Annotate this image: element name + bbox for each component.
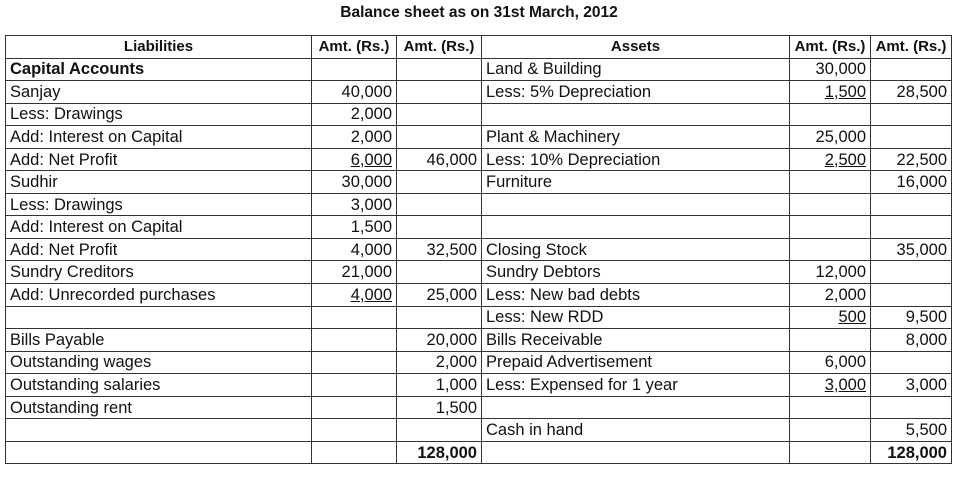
header-amt-2: Amt. (Rs.) <box>397 36 482 59</box>
liability-amount-inner <box>312 419 397 442</box>
asset-amount-outer <box>871 103 952 126</box>
liability-amount-outer-text: 46,000 <box>426 150 477 169</box>
asset-label <box>482 126 790 149</box>
asset-amount-outer <box>871 374 952 397</box>
table-row <box>6 148 952 171</box>
liability-amount-outer <box>397 396 482 419</box>
asset-amount-inner <box>790 396 871 419</box>
asset-amount-outer <box>871 81 952 104</box>
asset-amount-inner <box>790 81 871 104</box>
liability-amount-inner <box>312 126 397 149</box>
asset-amount-outer-text: 16,000 <box>896 173 947 192</box>
table-row <box>6 81 952 104</box>
asset-label <box>482 193 790 216</box>
asset-label <box>482 351 790 374</box>
asset-amount-outer-text: 9,500 <box>905 308 947 327</box>
asset-amount-inner <box>790 238 871 261</box>
asset-label <box>482 329 790 352</box>
asset-amount-outer <box>871 284 952 307</box>
asset-amount-inner-text: 12,000 <box>815 263 866 282</box>
table-row <box>6 396 952 419</box>
liability-amount-inner-text: 3,000 <box>350 195 392 214</box>
liability-amount-inner <box>312 261 397 284</box>
asset-amount-inner <box>790 216 871 239</box>
asset-amount-outer <box>871 216 952 239</box>
asset-amount-inner <box>790 58 871 81</box>
table-row <box>6 216 952 239</box>
liability-label <box>6 103 312 126</box>
liability-label-text: Capital Accounts <box>10 60 145 79</box>
asset-label <box>482 374 790 397</box>
liability-amount-inner-text: 6,000 <box>350 150 392 169</box>
liability-label-text: Sudhir <box>10 173 58 192</box>
asset-label <box>482 81 790 104</box>
header-row <box>6 36 952 59</box>
liability-label <box>6 58 312 81</box>
liability-amount-outer <box>397 329 482 352</box>
asset-amount-inner <box>790 351 871 374</box>
table-row <box>6 374 952 397</box>
liability-amount-outer-text: 2,000 <box>435 353 477 372</box>
asset-label-text: Closing Stock <box>486 240 587 259</box>
liability-amount-outer <box>397 193 482 216</box>
liability-amount-inner <box>312 396 397 419</box>
asset-label <box>482 171 790 194</box>
liability-amount-inner <box>312 238 397 261</box>
liability-label <box>6 306 312 329</box>
asset-label <box>482 284 790 307</box>
liability-amount-outer <box>397 284 482 307</box>
liability-amount-outer <box>397 306 482 329</box>
liability-label <box>6 396 312 419</box>
asset-amount-inner <box>790 306 871 329</box>
liability-amount-outer-text: 1,500 <box>435 398 477 417</box>
liability-amount-inner <box>312 351 397 374</box>
liability-label <box>6 329 312 352</box>
asset-amount-inner-text: 25,000 <box>815 127 866 146</box>
liability-amount-outer <box>397 148 482 171</box>
liability-label <box>6 193 312 216</box>
asset-label-text: Cash in hand <box>486 421 584 440</box>
liability-amount-inner-text: 40,000 <box>341 82 392 101</box>
asset-label <box>482 238 790 261</box>
liability-amount-inner <box>312 148 397 171</box>
asset-amount-outer-text: 8,000 <box>905 330 947 349</box>
liability-label <box>6 238 312 261</box>
table-row <box>6 284 952 307</box>
liability-amount-inner <box>312 81 397 104</box>
asset-label <box>482 148 790 171</box>
liability-label-text: Add: Unrecorded purchases <box>10 285 216 304</box>
table-row <box>6 419 952 442</box>
asset-amount-outer-text: 35,000 <box>896 240 947 259</box>
asset-amount-inner <box>790 126 871 149</box>
liability-amount-inner <box>312 58 397 81</box>
asset-label <box>482 419 790 442</box>
header-liabilities: Liabilities <box>6 36 312 59</box>
table-row <box>6 306 952 329</box>
asset-amount-inner <box>790 374 871 397</box>
liability-amount-outer <box>397 58 482 81</box>
liability-amount-outer-text: 25,000 <box>426 285 477 304</box>
asset-label <box>482 261 790 284</box>
asset-amount-inner-text: 1,500 <box>824 82 866 101</box>
liability-amount-outer <box>397 238 482 261</box>
total-blank <box>312 441 397 464</box>
liability-label-text: Sanjay <box>10 82 61 101</box>
totals-row <box>6 441 952 464</box>
asset-amount-inner <box>790 419 871 442</box>
asset-amount-inner-text: 3,000 <box>824 375 866 394</box>
asset-amount-inner <box>790 329 871 352</box>
asset-amount-inner-text: 500 <box>838 308 866 327</box>
asset-amount-outer <box>871 396 952 419</box>
liability-amount-inner-text: 2,000 <box>350 127 392 146</box>
total-blank <box>482 441 790 464</box>
page-title: Balance sheet as on 31st March, 2012 <box>340 4 618 21</box>
liability-label-text: Add: Net Profit <box>10 150 118 169</box>
liability-label-text: Outstanding wages <box>10 353 152 372</box>
total-blank <box>790 441 871 464</box>
header-assets: Assets <box>482 36 790 59</box>
liability-amount-inner-text: 1,500 <box>350 218 392 237</box>
liability-amount-inner <box>312 284 397 307</box>
liability-amount-outer <box>397 261 482 284</box>
liability-amount-outer <box>397 81 482 104</box>
asset-label-text: Furniture <box>486 173 553 192</box>
liability-amount-inner <box>312 193 397 216</box>
asset-amount-inner-text: 30,000 <box>815 60 866 79</box>
asset-label-text: Sundry Debtors <box>486 263 601 282</box>
asset-amount-outer <box>871 58 952 81</box>
asset-amount-inner <box>790 284 871 307</box>
asset-label <box>482 103 790 126</box>
liability-label <box>6 216 312 239</box>
table-row <box>6 351 952 374</box>
table-row <box>6 58 952 81</box>
asset-amount-outer <box>871 351 952 374</box>
table-row <box>6 261 952 284</box>
header-amt-4: Amt. (Rs.) <box>871 36 952 59</box>
liability-amount-inner <box>312 306 397 329</box>
liability-amount-inner <box>312 329 397 352</box>
liability-amount-outer-text: 1,000 <box>435 375 477 394</box>
liability-amount-inner <box>312 216 397 239</box>
liability-amount-inner-text: 30,000 <box>341 173 392 192</box>
asset-amount-outer <box>871 171 952 194</box>
liability-label-text: Outstanding salaries <box>10 375 161 394</box>
table-row <box>6 238 952 261</box>
asset-label-text: Less: New bad debts <box>486 285 641 304</box>
asset-amount-outer <box>871 193 952 216</box>
liability-label-text: Bills Payable <box>10 330 105 349</box>
liability-label <box>6 81 312 104</box>
asset-amount-outer <box>871 261 952 284</box>
total-blank <box>6 441 312 464</box>
liability-label-text: Add: Interest on Capital <box>10 218 183 237</box>
asset-amount-inner <box>790 261 871 284</box>
liability-amount-outer-text: 32,500 <box>426 240 477 259</box>
asset-amount-inner <box>790 103 871 126</box>
liability-label-text: Less: Drawings <box>10 195 123 214</box>
liability-amount-outer-text: 20,000 <box>426 330 477 349</box>
table-row <box>6 193 952 216</box>
asset-amount-outer <box>871 126 952 149</box>
liability-amount-outer <box>397 374 482 397</box>
liability-label <box>6 374 312 397</box>
liability-label-text: Add: Net Profit <box>10 240 118 259</box>
asset-amount-inner <box>790 171 871 194</box>
asset-amount-outer <box>871 238 952 261</box>
liability-amount-outer <box>397 351 482 374</box>
asset-amount-outer-text: 28,500 <box>896 82 947 101</box>
asset-amount-outer-text: 3,000 <box>905 375 947 394</box>
liability-label-text: Less: Drawings <box>10 105 123 124</box>
liability-amount-inner-text: 4,000 <box>350 285 392 304</box>
total-assets: 128,000 <box>871 441 952 464</box>
asset-label <box>482 58 790 81</box>
table-row <box>6 126 952 149</box>
liability-label-text: Outstanding rent <box>10 398 132 417</box>
liability-amount-inner-text: 4,000 <box>350 240 392 259</box>
liability-label <box>6 126 312 149</box>
liability-amount-outer <box>397 126 482 149</box>
asset-label <box>482 396 790 419</box>
liability-amount-outer <box>397 419 482 442</box>
liability-label <box>6 148 312 171</box>
asset-amount-inner <box>790 193 871 216</box>
asset-label-text: Less: Expensed for 1 year <box>486 375 678 394</box>
liability-amount-outer <box>397 171 482 194</box>
liability-amount-inner <box>312 374 397 397</box>
table-row <box>6 103 952 126</box>
liability-label <box>6 171 312 194</box>
asset-label-text: Less: 10% Depreciation <box>486 150 661 169</box>
header-amt-3: Amt. (Rs.) <box>790 36 871 59</box>
asset-label-text: Less: 5% Depreciation <box>486 82 652 101</box>
asset-amount-outer <box>871 148 952 171</box>
asset-amount-outer <box>871 306 952 329</box>
asset-label-text: Prepaid Advertisement <box>486 353 653 372</box>
asset-amount-outer-text: 22,500 <box>896 150 947 169</box>
asset-amount-inner-text: 2,500 <box>824 150 866 169</box>
liability-label-text: Add: Interest on Capital <box>10 127 183 146</box>
liability-label <box>6 419 312 442</box>
header-amt-1: Amt. (Rs.) <box>312 36 397 59</box>
asset-label-text: Bills Receivable <box>486 330 603 349</box>
liability-amount-inner <box>312 103 397 126</box>
asset-amount-inner <box>790 148 871 171</box>
asset-label-text: Less: New RDD <box>486 308 604 327</box>
asset-amount-outer <box>871 329 952 352</box>
asset-label-text: Land & Building <box>486 60 602 79</box>
asset-amount-inner-text: 6,000 <box>824 353 866 372</box>
asset-label-text: Plant & Machinery <box>486 127 620 146</box>
liability-amount-inner <box>312 171 397 194</box>
asset-label <box>482 306 790 329</box>
asset-label <box>482 216 790 239</box>
asset-amount-outer <box>871 419 952 442</box>
liability-label-text: Sundry Creditors <box>10 263 134 282</box>
liability-label <box>6 284 312 307</box>
liability-amount-outer <box>397 216 482 239</box>
liability-amount-outer <box>397 103 482 126</box>
balance-sheet-table <box>5 35 952 464</box>
table-row <box>6 329 952 352</box>
table-row <box>6 171 952 194</box>
liability-amount-inner-text: 21,000 <box>341 263 392 282</box>
asset-amount-inner-text: 2,000 <box>824 285 866 304</box>
liability-label <box>6 261 312 284</box>
liability-label <box>6 351 312 374</box>
total-liabilities: 128,000 <box>397 441 482 464</box>
liability-amount-inner-text: 2,000 <box>350 105 392 124</box>
asset-amount-outer-text: 5,500 <box>905 421 947 440</box>
